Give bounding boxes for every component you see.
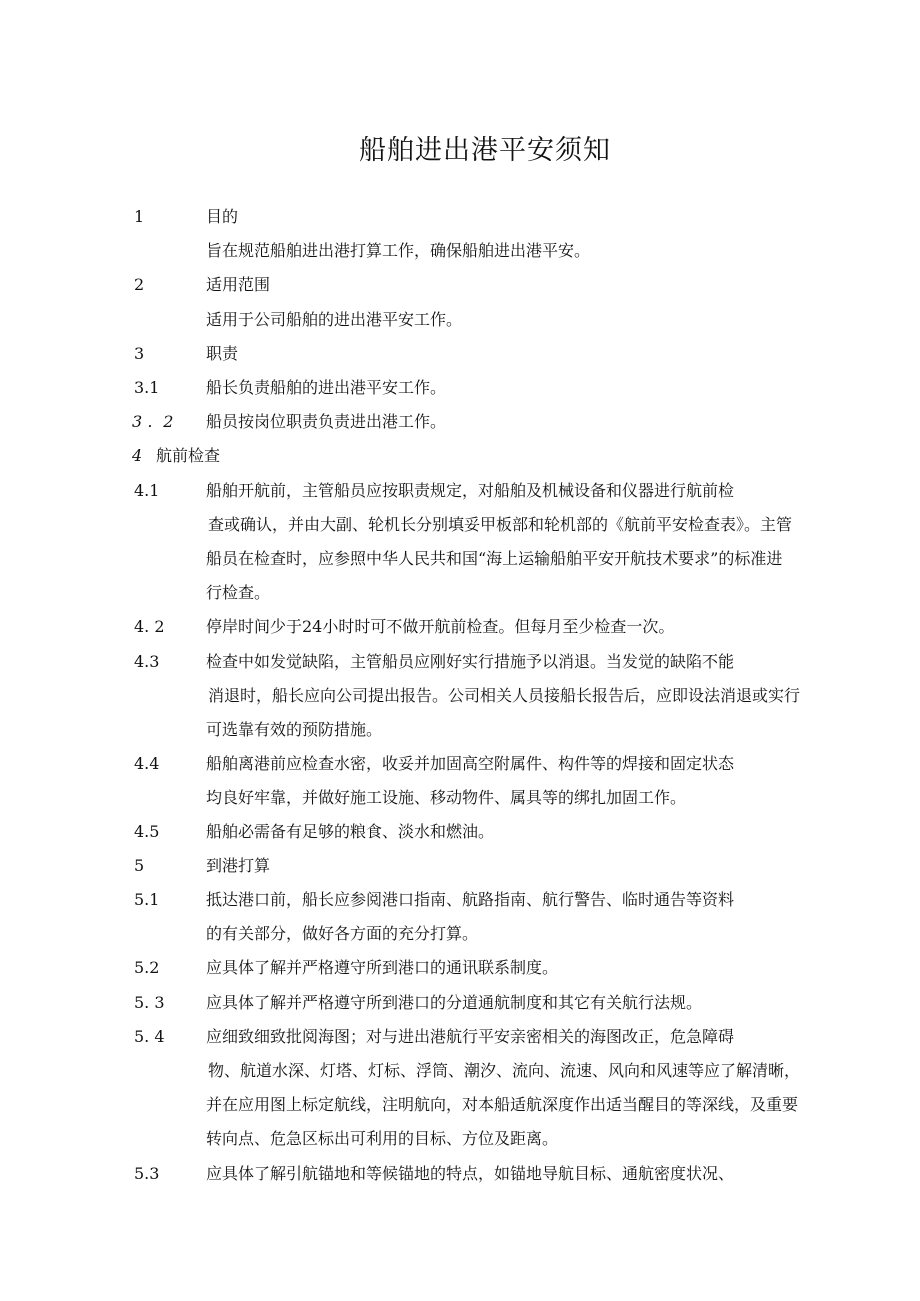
item-number: 5.3 [134, 1164, 160, 1183]
item-number: 5.1 [134, 890, 160, 909]
item-number: 5.2 [134, 958, 160, 977]
paragraph-line: 停岸时间少于24小时时可不做开航前检查。但每月至少检查一次。 [206, 617, 675, 636]
page-title: 船舶进出港平安须知 [359, 135, 611, 166]
paragraph-line: 转向点、危急区标出可利用的目标、方位及距离。 [206, 1129, 559, 1148]
paragraph-line: 船舶开航前，主管船员应按职责规定，对船舶及机械设备和仪器进行航前检 [206, 481, 735, 500]
paragraph-line: 物、航道水深、灯塔、灯标、浮筒、潮汐、流向、流速、风向和风速等应了解清晰， [208, 1061, 801, 1080]
paragraph-line: 并在应用图上标定航线，注明航向，对本船适航深度作出适当醒目的等深线，及重要 [206, 1095, 799, 1114]
paragraph-line: 应具体了解并严格遵守所到港口的通讯联系制度。 [206, 958, 559, 977]
paragraph-line: 船员在检查时，应参照中华人民共和国“海上运输船舶平安开航技术要求”的标准进 [206, 549, 783, 568]
paragraph-line: 抵达港口前，船长应参阅港口指南、航路指南、航行警告、临时通告等资料 [206, 890, 735, 909]
item-number: 4.3 [134, 652, 160, 671]
paragraph-line: 应具体了解并严格遵守所到港口的分道通航制度和其它有关航行法规。 [206, 993, 703, 1012]
item-number: 3 ．2 [132, 412, 174, 431]
item-number: 4. 2 [134, 617, 165, 636]
paragraph-line: 行检查。 [206, 583, 271, 602]
section-number: 1 [134, 207, 145, 226]
item-number: 4.4 [134, 754, 160, 773]
section-number: 4 [132, 446, 143, 465]
paragraph-line: 适用于公司船舶的进出港平安工作。 [206, 310, 463, 329]
paragraph-line: 检查中如发觉缺陷，主管船员应刚好实行措施予以消退。当发觉的缺陷不能 [206, 652, 735, 671]
paragraph-line: 船舶必需备有足够的粮食、淡水和燃油。 [206, 822, 495, 841]
paragraph-line: 的有关部分，做好各方面的充分打算。 [206, 924, 479, 943]
paragraph-line: 可选靠有效的预防措施。 [206, 720, 383, 739]
paragraph-line: 旨在规范船舶进出港打算工作，确保船舶进出港平安。 [206, 241, 591, 260]
section-heading: 航前检查 [156, 446, 221, 465]
section-heading: 职责 [206, 344, 239, 363]
paragraph-line: 均良好牢靠，并做好施工设施、移动物件、属具等的绑扎加固工作。 [206, 788, 687, 807]
section-heading: 适用范围 [206, 275, 271, 294]
paragraph-line: 消退时，船长应向公司提出报告。公司相关人员接船长报告后，应即设法消退或实行 [208, 686, 801, 705]
paragraph-line: 船舶离港前应检查水密，收妥并加固高空附属件、构件等的焊接和固定状态 [206, 754, 735, 773]
item-number: 5. 4 [134, 1027, 165, 1046]
item-number: 4.1 [134, 481, 160, 500]
paragraph-line: 查或确认，并由大副、轮机长分别填妥甲板部和轮机部的《航前平安检查表》。主管 [208, 515, 793, 534]
section-number: 5 [134, 856, 145, 875]
paragraph-line: 应细致细致批阅海图；对与进出港航行平安亲密相关的海图改正，危急障碍 [206, 1027, 735, 1046]
paragraph-line: 应具体了解引航锚地和等候锚地的特点，如锚地导航目标、通航密度状况、 [206, 1164, 735, 1183]
item-number: 4.5 [134, 822, 160, 841]
item-number: 5. 3 [134, 993, 165, 1012]
paragraph-line: 船长负责船舶的进出港平安工作。 [206, 378, 447, 397]
section-heading: 到港打算 [206, 856, 271, 875]
paragraph-line: 船员按岗位职责负责进出港工作。 [206, 412, 447, 431]
section-number: 2 [134, 275, 145, 294]
section-number: 3 [134, 344, 145, 363]
section-heading: 目的 [206, 207, 239, 226]
item-number: 3.1 [134, 378, 160, 397]
